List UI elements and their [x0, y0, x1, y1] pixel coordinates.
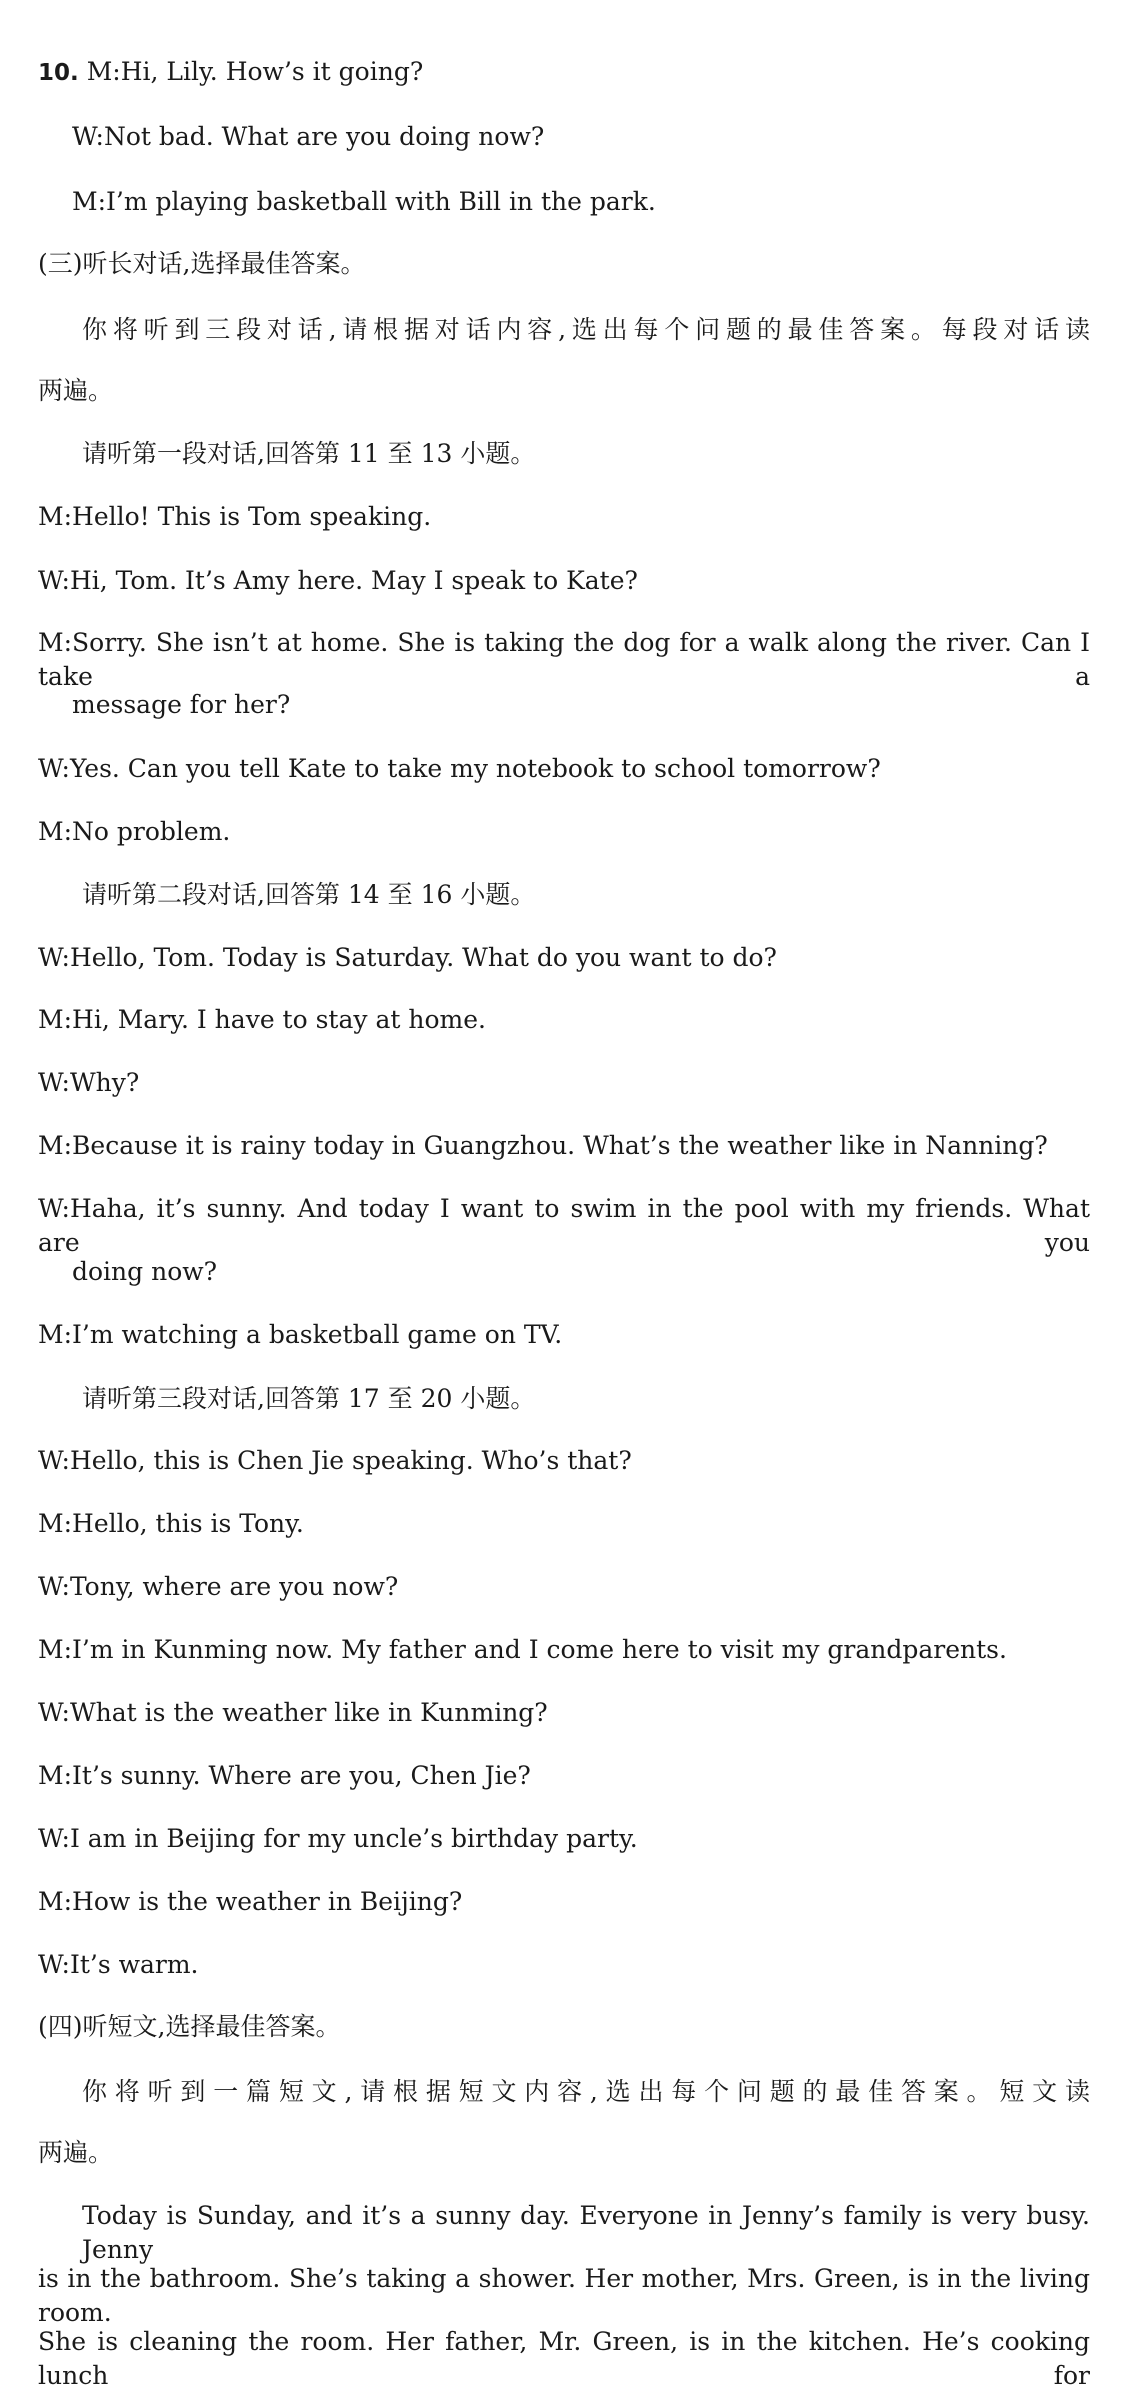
instruction-text: 两遍。 — [38, 376, 114, 405]
dialogue-line: M:I’m watching a basketball game on TV. — [38, 1320, 563, 1349]
line-text: M:Hi, Lily. How’s it going? — [78, 57, 424, 86]
dialogue-line: W:Hello, Tom. Today is Saturday. What do you want to do? — [38, 943, 777, 972]
dialogue-line: W:Yes. Can you tell Kate to take my notebook to school tomorrow? — [38, 754, 881, 783]
dialogue-line: W:What is the weather like in Kunming? — [38, 1698, 548, 1727]
dialogue-line: W:Hi, Tom. It’s Amy here. May I speak to Kate? — [38, 566, 638, 595]
dialogue-line: M:It’s sunny. Where are you, Chen Jie? — [38, 1761, 531, 1790]
dialogue-line: M:I’m in Kunming now. My father and I come here to visit my grandparents. — [38, 1635, 1007, 1664]
section-heading: (四)听短文,选择最佳答案。 — [38, 2012, 341, 2041]
sub-instruction: 请听第三段对话,回答第 17 至 20 小题。 — [82, 1384, 536, 1413]
dialogue-line: doing now? — [72, 1257, 218, 1286]
dialogue-line: W:It’s warm. — [38, 1950, 199, 1979]
dialogue-line — [38, 55, 1090, 89]
dialogue-line: M:Because it is rainy today in Guangzhou. What’s the weather like in Nanning? — [38, 1131, 1048, 1160]
instruction-text: 你将听到三段对话,请根据对话内容,选出每个问题的最佳答案。每段对话读 — [82, 315, 1090, 344]
sub-instruction: 请听第二段对话,回答第 14 至 16 小题。 — [82, 880, 536, 909]
dialogue-line: W:Why? — [38, 1068, 140, 1097]
dialogue-line: M:Hi, Mary. I have to stay at home. — [38, 1005, 486, 1034]
dialogue-line: W:Haha, it’s sunny. And today I want to swim in the pool with my friends. What are you — [38, 1194, 1090, 1257]
dialogue-line: W:Tony, where are you now? — [38, 1572, 399, 1601]
dialogue-line: M:Hello! This is Tom speaking. — [38, 502, 432, 531]
passage-line: She is cleaning the room. Her father, Mr. Green, is in the kitchen. He’s cooking lunch for — [38, 2327, 1090, 2390]
dialogue-line: M:No problem. — [38, 817, 231, 846]
dialogue-line: M:Sorry. She isn’t at home. She is taking the dog for a walk along the river. Can I take a — [38, 628, 1090, 691]
instruction-text: 两遍。 — [38, 2138, 114, 2167]
dialogue-line: W:Hello, this is Chen Jie speaking. Who’s that? — [38, 1446, 632, 1475]
passage-line: is in the bathroom. She’s taking a shower. Her mother, Mrs. Green, is in the living room. — [38, 2264, 1090, 2327]
dialogue-line: W:I am in Beijing for my uncle’s birthday party. — [38, 1824, 638, 1853]
dialogue-line: M:Hello, this is Tony. — [38, 1509, 304, 1538]
instruction-text: 你将听到一篇短文,请根据短文内容,选出每个问题的最佳答案。短文读 — [82, 2077, 1090, 2106]
passage-line: Today is Sunday, and it’s a sunny day. Everyone in Jenny’s family is very busy. Jenny — [82, 2201, 1090, 2264]
dialogue-line: W:Not bad. What are you doing now? — [72, 122, 545, 151]
section-heading: (三)听长对话,选择最佳答案。 — [38, 249, 366, 278]
dialogue-line: M:I’m playing basketball with Bill in the park. — [72, 187, 656, 216]
question-number: 10. — [38, 60, 79, 86]
sub-instruction: 请听第一段对话,回答第 11 至 13 小题。 — [82, 439, 536, 468]
dialogue-line: M:How is the weather in Beijing? — [38, 1887, 463, 1916]
dialogue-line: message for her? — [72, 690, 291, 719]
